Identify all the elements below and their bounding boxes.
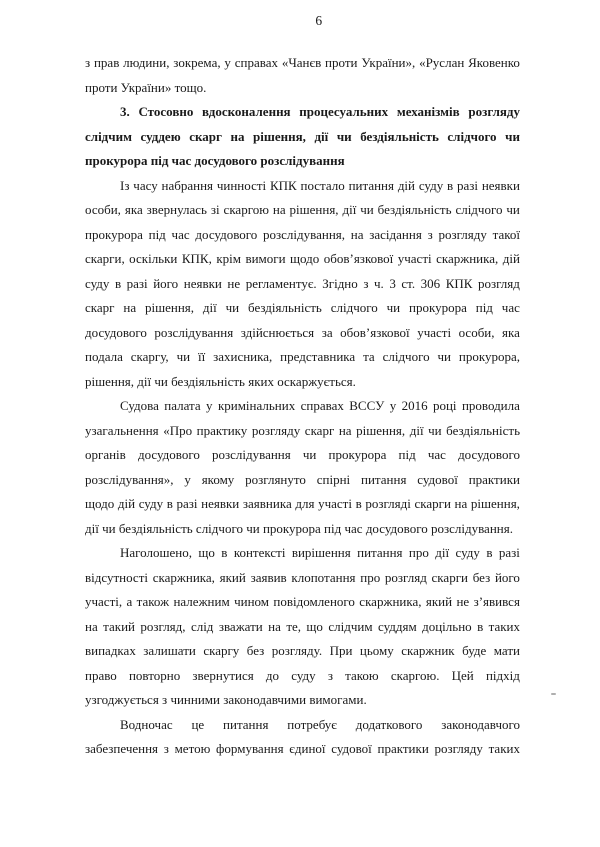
document-body [85, 51, 520, 762]
text-line: право повторно звернутися до суду з такою скаргою. Цей підхід [85, 667, 520, 683]
text-line: особи, яка звернулась зі скаргою на рішення, дії чи бездіяльність слідчого чи [85, 202, 520, 217]
text-line: суду в разі його неявки не регламентує. Згідно з ч. 3 ст. 306 КПК розгляд [85, 275, 520, 291]
section-heading [85, 100, 520, 174]
text-line: скарги, оскільки КПК, крім вимоги щодо обов’язкової участі скаржника, дій [85, 251, 520, 266]
paragraph [85, 394, 520, 541]
text-line: дії чи бездіяльність слідчого чи прокурора під час досудового розслідування. [85, 520, 513, 536]
page-number: 6 [315, 13, 323, 28]
text-line: Судова палата у кримінальних справах ВССУ у 2016 році проводила [120, 398, 520, 413]
paragraph [85, 713, 520, 762]
text-line: розслідування», у якому розглянуто спірні питання судової практики [85, 471, 520, 487]
text-line: подала скаргу, чи її захисника, представника та слідчого чи прокурора, [85, 349, 520, 364]
paragraph [85, 51, 520, 100]
text-line: Водночас це питання потребує додаткового законодавчого [120, 716, 520, 732]
text-line: щодо дій суду в разі неявки заявника для участі в розгляді скарги на рішення, [85, 496, 520, 511]
text-line: участі, а також належним чином повідомленого скаржника, який не з’явився [85, 594, 520, 609]
text-line: Із часу набрання чинності КПК постало питання дій суду в разі неявки [120, 177, 520, 193]
text-line: узгоджується з чинними законодавчими вимогами. [85, 692, 367, 707]
text-line: рішення, дії чи бездіяльність яких оскаржується. [85, 373, 356, 389]
text-line: досудового розслідування здійснюється за обов’язкової участі особи, яка [85, 324, 520, 340]
text-line: на такий розгляд, слід зважати на те, що слідчим суддям доцільно в таких [85, 618, 520, 634]
text-line: відсутності скаржника, який заявив клопотання про розгляд скарги без його [85, 569, 520, 585]
text-line: 3. Стосовно вдосконалення процесуальних механізмів розгляду [120, 104, 520, 119]
text-line: слідчим суддею скарг на рішення, дії чи бездіяльність слідчого чи [85, 128, 520, 144]
text-line: проти України» тощо. [85, 79, 207, 95]
text-line: Наголошено, що в контексті вирішення питання про дії суду в разі [120, 545, 520, 560]
text-line: забезпечення з метою формування єдиної судової практики розгляду таких [85, 741, 520, 756]
paragraph [85, 541, 520, 713]
scan-artifact [551, 693, 556, 695]
text-line: випадках залишати скаргу без розгляду. При цьому скаржник буде мати [85, 643, 520, 658]
paragraph [85, 174, 520, 395]
text-line: прокурора під час досудового розслідування [85, 153, 345, 168]
text-line: скарг на рішення, дії чи бездіяльність слідчого чи прокурора під час [85, 300, 520, 315]
text-line: прокурора під час досудового розслідування, на засідання з розгляду такої [85, 226, 520, 242]
text-line: з прав людини, зокрема, у справах «Чанєв проти України», «Руслан Яковенко [85, 55, 520, 70]
text-line: узагальнення «Про практику розгляду скарг на рішення, дії чи бездіяльність [85, 422, 520, 438]
text-line: органів досудового розслідування чи прокурора під час досудового [85, 447, 520, 462]
